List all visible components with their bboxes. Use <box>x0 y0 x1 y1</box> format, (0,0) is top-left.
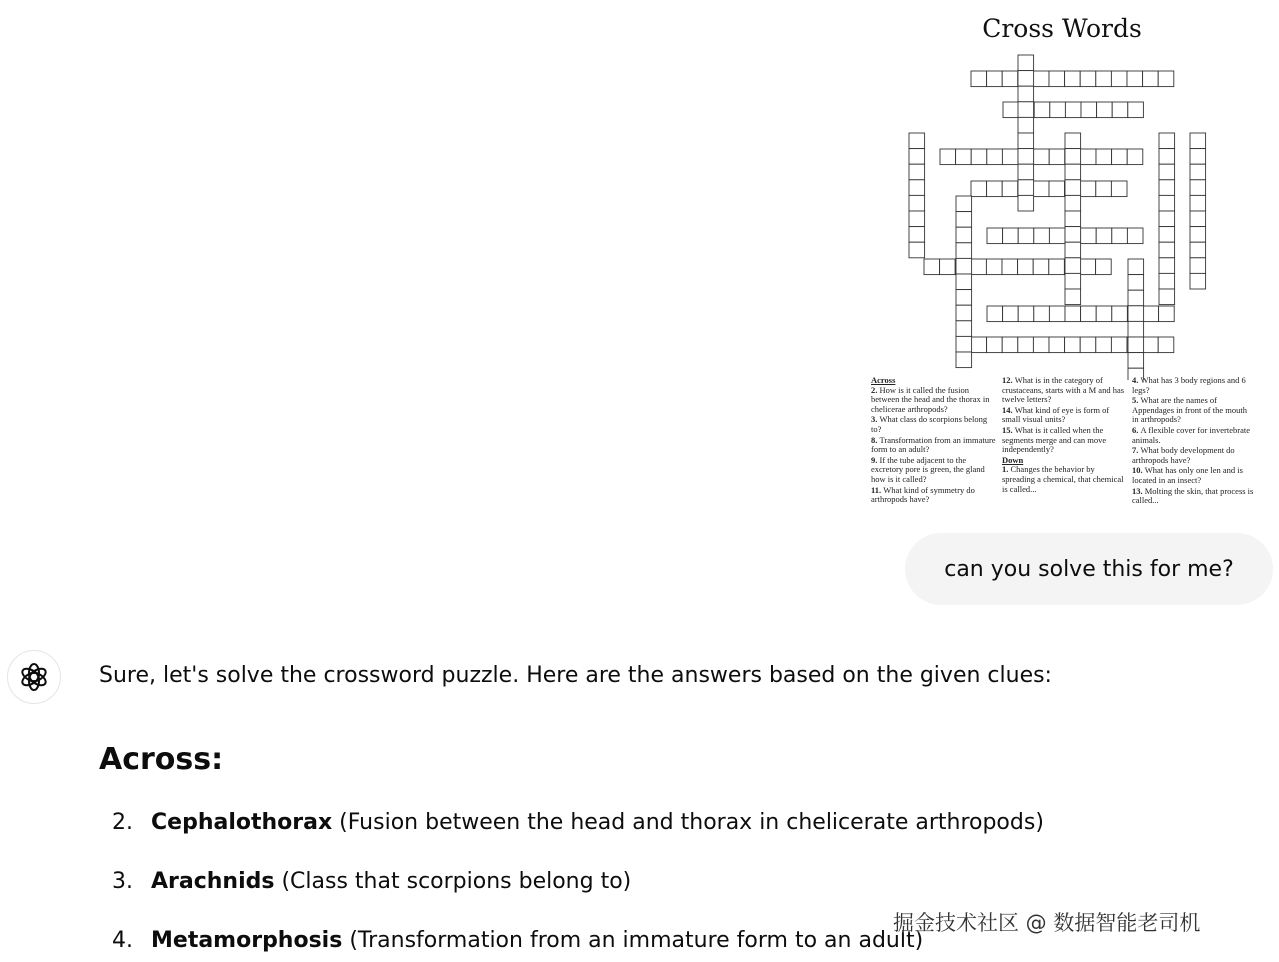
grid-cell <box>1159 149 1175 165</box>
grid-cell <box>1080 181 1096 197</box>
grid-cell <box>971 181 987 197</box>
clue-number: 2. <box>871 384 880 395</box>
grid-cell <box>1065 242 1081 258</box>
grid-cell <box>1096 259 1112 275</box>
grid-cell <box>1081 228 1097 244</box>
answer-description: (Fusion between the head and thorax in chelicerate arthropods) <box>332 810 1044 835</box>
answer-number: 4. <box>112 928 133 953</box>
grid-cell <box>1018 228 1034 244</box>
grid-cell <box>1111 181 1127 197</box>
grid-cell <box>1143 306 1159 322</box>
grid-cell <box>1096 228 1112 244</box>
grid-cell <box>1190 195 1206 211</box>
clue-item <box>871 415 997 434</box>
grid-cell <box>1018 164 1034 180</box>
grid-cell <box>1128 259 1144 275</box>
clue-number: 11. <box>871 484 884 495</box>
clue-number: 6. <box>1132 424 1141 435</box>
clues-column-3 <box>1132 376 1254 507</box>
clue-number: 5. <box>1132 395 1141 406</box>
clue-text: What is in the category of crustaceans, starts with a M and has twelve letters? <box>1002 375 1125 405</box>
grid-cell <box>1034 102 1050 118</box>
across-label: Across <box>871 375 896 385</box>
grid-cell <box>1049 337 1065 353</box>
grid-cell <box>1065 164 1081 180</box>
grid-cell <box>1018 259 1034 275</box>
clue-item <box>1132 426 1254 445</box>
clue-item <box>1132 396 1254 425</box>
grid-cell <box>1112 306 1128 322</box>
grid-cell <box>1190 180 1206 196</box>
answer-word: Cephalothorax <box>151 810 333 835</box>
grid-cell <box>1190 273 1206 289</box>
grid-cell <box>1081 306 1097 322</box>
grid-cell <box>1127 71 1143 87</box>
user-message-bubble <box>905 533 1273 605</box>
grid-cell <box>1159 195 1175 211</box>
assistant-avatar <box>7 650 61 704</box>
clue-number: 12. <box>1002 375 1015 385</box>
grid-cell <box>1002 181 1018 197</box>
grid-cell <box>909 195 925 211</box>
grid-cell <box>1190 149 1206 165</box>
grid-cell <box>1049 259 1065 275</box>
grid-cell <box>1080 149 1096 165</box>
grid-cell <box>1080 71 1096 87</box>
grid-cell <box>1128 275 1144 291</box>
grid-cell <box>1159 306 1175 322</box>
grid-cell <box>1190 258 1206 274</box>
grid-cell <box>1018 55 1034 71</box>
grid-cell <box>1128 337 1144 353</box>
clue-item <box>1132 466 1254 485</box>
answer-item <box>112 810 1044 835</box>
grid-cell <box>1065 195 1081 211</box>
grid-cell <box>1111 337 1127 353</box>
clue-number: 14. <box>1002 404 1015 415</box>
answer-description: (Transformation from an immature form to an adult) <box>342 928 924 953</box>
grid-cell <box>1065 102 1081 118</box>
grid-cell <box>986 259 1002 275</box>
answer-item <box>112 869 631 894</box>
answer-number: 2. <box>112 810 133 835</box>
clues-column-1 <box>871 376 997 506</box>
grid-cell <box>1065 337 1081 353</box>
grid-cell <box>940 259 956 275</box>
grid-cell <box>1065 149 1081 165</box>
grid-cell <box>1018 149 1034 165</box>
grid-cell <box>1002 149 1018 165</box>
grid-cell <box>909 227 925 243</box>
grid-cell <box>1065 133 1081 149</box>
grid-cell <box>987 306 1003 322</box>
grid-cell <box>1065 227 1081 243</box>
grid-cell <box>1002 259 1018 275</box>
clue-item <box>1002 376 1128 405</box>
grid-cell <box>1018 180 1034 196</box>
grid-cell <box>1128 290 1144 306</box>
grid-cell <box>1018 102 1034 118</box>
grid-cell <box>1018 133 1034 149</box>
grid-cell <box>956 274 972 290</box>
grid-cell <box>1065 71 1081 87</box>
clue-text: What has 3 body regions and 6 legs? <box>1132 375 1246 395</box>
clue-number: 15. <box>1002 424 1015 435</box>
clue-text: Changes the behavior by spreading a chemical, that chemical is called... <box>1002 464 1124 494</box>
clue-text: What body development do arthropods have? <box>1132 445 1235 465</box>
grid-cell <box>1080 337 1096 353</box>
answer-word: Arachnids <box>151 869 275 894</box>
clue-number: 4. <box>1132 375 1141 385</box>
grid-cell <box>1159 211 1175 227</box>
grid-cell <box>1112 228 1128 244</box>
clue-text: What kind of symmetry do arthropods have? <box>871 484 975 505</box>
clue-number: 1. <box>1002 464 1011 475</box>
grid-cell <box>1049 71 1065 87</box>
grid-cell <box>924 259 940 275</box>
grid-cell <box>1034 149 1050 165</box>
grid-cell <box>1065 180 1081 196</box>
grid-cell <box>1159 289 1175 305</box>
grid-cell <box>1018 195 1034 211</box>
user-message-text: can you solve this for me? <box>944 556 1234 582</box>
clue-item <box>871 386 997 415</box>
clue-text: Molting the skin, that process is called... <box>1132 485 1254 506</box>
grid-cell <box>987 181 1003 197</box>
openai-logo-icon <box>19 662 49 692</box>
grid-cell <box>956 196 972 212</box>
across-heading: Across: <box>99 742 224 777</box>
grid-cell <box>1002 337 1018 353</box>
grid-cell <box>909 211 925 227</box>
grid-cell <box>1065 289 1081 305</box>
grid-cell <box>971 337 987 353</box>
grid-cell <box>1128 321 1144 337</box>
grid-cell <box>909 242 925 258</box>
grid-cell <box>1049 306 1065 322</box>
grid-cell <box>940 149 956 165</box>
grid-cell <box>1159 164 1175 180</box>
clue-item <box>871 486 997 505</box>
puzzle-title: Cross Words <box>982 14 1142 43</box>
grid-cell <box>971 149 987 165</box>
grid-cell <box>956 290 972 306</box>
clue-number: 3. <box>871 414 880 425</box>
clue-text: What kind of eye is form of small visual units? <box>1002 404 1110 425</box>
clue-item <box>1002 426 1128 455</box>
grid-cell <box>956 321 972 337</box>
grid-cell <box>1065 258 1081 274</box>
grid-cell <box>1018 337 1034 353</box>
grid-cell <box>1158 71 1174 87</box>
clue-text: What is it called when the segments merge and can move independently? <box>1002 424 1107 455</box>
clues-column-2 <box>1002 376 1128 495</box>
grid-cell <box>1096 149 1112 165</box>
grid-cell <box>1127 228 1143 244</box>
clue-number: 7. <box>1132 445 1141 456</box>
grid-cell <box>1111 71 1127 87</box>
grid-cell <box>1018 306 1034 322</box>
clue-item <box>1002 406 1128 425</box>
watermark: 掘金技术社区 @ 数据智能老司机 <box>893 911 1201 935</box>
grid-cell <box>1033 71 1049 87</box>
clue-number: 13. <box>1132 485 1145 496</box>
grid-cell <box>1159 227 1175 243</box>
grid-cell <box>1096 71 1112 87</box>
clue-item <box>871 436 997 455</box>
grid-cell <box>1034 228 1050 244</box>
grid-cell <box>909 149 925 165</box>
grid-cell <box>1158 337 1174 353</box>
grid-cell <box>1065 273 1081 289</box>
grid-cell <box>987 149 1003 165</box>
clue-item <box>871 456 997 485</box>
clue-text: What class do scorpions belong to? <box>871 414 988 434</box>
grid-cell <box>1190 211 1206 227</box>
grid-cell <box>1018 86 1034 102</box>
grid-cell <box>956 227 972 243</box>
answer-description: (Class that scorpions belong to) <box>274 869 632 894</box>
grid-cell <box>1190 227 1206 243</box>
grid-cell <box>1143 71 1159 87</box>
crossword-image <box>868 10 1256 515</box>
grid-cell <box>1034 306 1050 322</box>
clue-text: A flexible cover for invertebrate animals. <box>1132 424 1251 445</box>
grid-cell <box>1128 353 1144 369</box>
grid-cell <box>1096 337 1112 353</box>
down-label: Down <box>1002 454 1024 465</box>
grid-cell <box>1159 180 1175 196</box>
answer-item <box>112 928 923 953</box>
grid-cell <box>1081 102 1097 118</box>
grid-cell <box>1033 337 1049 353</box>
answer-number: 3. <box>112 869 133 894</box>
grid-cell <box>971 259 987 275</box>
assistant-intro-text: Sure, let's solve the crossword puzzle. Here are the answers based on the given clues: <box>99 663 1052 688</box>
grid-cell <box>956 352 972 368</box>
grid-cell <box>1003 228 1019 244</box>
clue-text: If the tube adjacent to the excretory pore is green, the gland how is it called? <box>871 454 985 484</box>
grid-cell <box>1050 102 1066 118</box>
grid-cell <box>1159 242 1175 258</box>
grid-cell <box>987 337 1003 353</box>
clue-number: 9. <box>871 454 880 465</box>
grid-cell <box>956 258 972 274</box>
grid-cell <box>1128 102 1144 118</box>
grid-cell <box>1065 306 1081 322</box>
clue-item <box>1132 376 1254 395</box>
grid-cell <box>1033 181 1049 197</box>
clue-text: What has only one len and is located in an insect? <box>1132 465 1243 485</box>
grid-cell <box>909 133 925 149</box>
grid-cell <box>987 71 1003 87</box>
grid-cell <box>909 164 925 180</box>
grid-cell <box>956 212 972 228</box>
grid-cell <box>1049 149 1065 165</box>
clue-text: What are the names of Appendages in front of the mouth in arthropods? <box>1132 395 1247 425</box>
answer-word: Metamorphosis <box>151 928 343 953</box>
grid-cell <box>956 149 972 165</box>
grid-cell <box>956 243 972 259</box>
grid-cell <box>1018 71 1034 87</box>
grid-cell <box>1096 306 1112 322</box>
grid-cell <box>1018 117 1034 133</box>
grid-cell <box>971 71 987 87</box>
crossword-grid <box>868 10 1256 380</box>
grid-cell <box>1128 306 1144 322</box>
grid-cell <box>1097 102 1113 118</box>
clue-number: 8. <box>871 434 880 445</box>
grid-cell <box>909 180 925 196</box>
grid-cell <box>1002 71 1018 87</box>
grid-cell <box>1127 149 1143 165</box>
grid-cell <box>1003 306 1019 322</box>
grid-cell <box>987 228 1003 244</box>
clue-text: How is it called the fusion between the head and the thorax in chelicerae arthropods? <box>871 384 990 414</box>
grid-cell <box>1143 337 1159 353</box>
grid-cell <box>1049 181 1065 197</box>
grid-cell <box>1003 102 1019 118</box>
grid-cell <box>1033 259 1049 275</box>
clue-item <box>1132 446 1254 465</box>
clue-text: Transformation from an immature form to an adult? <box>871 434 996 455</box>
clue-item <box>1002 465 1128 494</box>
grid-cell <box>1190 133 1206 149</box>
grid-cell <box>1065 211 1081 227</box>
grid-cell <box>1190 164 1206 180</box>
grid-cell <box>956 305 972 321</box>
grid-cell <box>1159 258 1175 274</box>
grid-cell <box>1159 133 1175 149</box>
grid-cell <box>1080 259 1096 275</box>
grid-cell <box>1112 102 1128 118</box>
grid-cell <box>1159 273 1175 289</box>
grid-cell <box>1096 181 1112 197</box>
grid-cell <box>956 336 972 352</box>
clue-number: 10. <box>1132 465 1145 476</box>
clue-item <box>1132 487 1254 506</box>
grid-cell <box>1190 242 1206 258</box>
grid-cell <box>1112 149 1128 165</box>
grid-cell <box>1049 228 1065 244</box>
